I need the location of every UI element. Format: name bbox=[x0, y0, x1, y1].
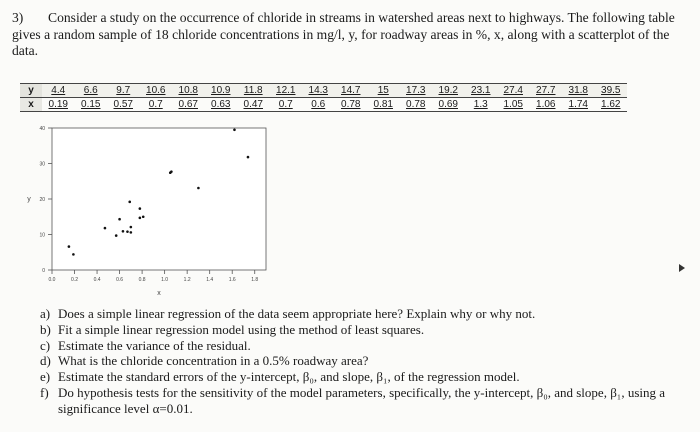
question-label: b) bbox=[40, 321, 51, 337]
data-point bbox=[130, 226, 133, 229]
x-tick-label: 1.4 bbox=[206, 277, 214, 283]
x-tick-label: 1.8 bbox=[251, 277, 259, 283]
y-cell: 31.8 bbox=[562, 84, 595, 98]
y-cell: 27.7 bbox=[530, 84, 563, 98]
data-point bbox=[130, 231, 133, 234]
x-tick-label: 1.2 bbox=[183, 277, 191, 283]
table-row-x bbox=[20, 98, 627, 112]
y-cell: 14.3 bbox=[302, 84, 335, 98]
x-cell: 0.47 bbox=[237, 98, 270, 112]
x-cell: 0.7 bbox=[270, 98, 303, 112]
x-tick-label: 0.0 bbox=[48, 277, 56, 283]
question-text: Estimate the standard errors of the y-intercept, β₀, and slope, β₁, of the regression model. bbox=[58, 369, 520, 385]
data-point bbox=[72, 253, 75, 256]
question-item bbox=[40, 353, 690, 369]
data-point bbox=[68, 245, 71, 248]
y-cell: 27.4 bbox=[497, 84, 530, 98]
x-tick-label: 0.2 bbox=[71, 277, 79, 283]
x-cell: 0.6 bbox=[302, 98, 335, 112]
x-cell: 1.05 bbox=[497, 98, 530, 112]
question-text: What is the chloride concentration in a 0.5% roadway area? bbox=[58, 353, 369, 369]
y-header: y bbox=[20, 84, 42, 98]
y-tick-label: 0 bbox=[42, 268, 45, 274]
x-cell: 0.69 bbox=[432, 98, 465, 112]
y-cell: 23.1 bbox=[465, 84, 498, 98]
x-cell: 0.7 bbox=[140, 98, 173, 112]
problem-number: 3) bbox=[12, 10, 24, 25]
question-label: d) bbox=[40, 353, 51, 369]
y-cell: 6.6 bbox=[75, 84, 108, 98]
data-point bbox=[170, 170, 173, 173]
y-tick-label: 20 bbox=[39, 197, 45, 203]
data-point bbox=[197, 187, 200, 190]
data-point bbox=[122, 230, 125, 233]
x-cell: 0.19 bbox=[42, 98, 75, 112]
x-axis-label: x bbox=[157, 290, 161, 297]
x-cell: 1.3 bbox=[465, 98, 498, 112]
x-cell: 0.81 bbox=[367, 98, 400, 112]
data-point bbox=[115, 234, 118, 237]
table-row-y bbox=[20, 84, 627, 98]
x-cell: 0.57 bbox=[107, 98, 140, 112]
y-tick-label: 40 bbox=[39, 126, 45, 132]
y-cell: 17.3 bbox=[400, 84, 433, 98]
problem-text: Consider a study on the occurrence of chloride in streams in watershed areas next to highways. The following table gives a random sample of 18 chloride concentrations in mg/l, y, for roadway areas in %, x, along with a scatterplot of the data. bbox=[12, 10, 675, 58]
y-axis-label: y bbox=[27, 196, 31, 203]
y-tick-label: 30 bbox=[39, 161, 45, 168]
question-item bbox=[40, 338, 690, 354]
question-text: Fit a simple linear regression model using the method of least squares. bbox=[58, 321, 425, 337]
y-cell: 11.8 bbox=[237, 84, 270, 98]
data-point bbox=[233, 128, 236, 131]
y-cell: 15 bbox=[367, 84, 400, 98]
question-item bbox=[40, 322, 690, 338]
question-label: e) bbox=[40, 369, 51, 385]
question-list bbox=[40, 306, 690, 417]
data-point bbox=[126, 230, 129, 233]
x-cell: 0.63 bbox=[205, 98, 238, 112]
y-cell: 4.4 bbox=[42, 84, 75, 98]
y-tick-label: 10 bbox=[39, 232, 45, 239]
x-cell: 1.06 bbox=[530, 98, 563, 112]
plot-frame bbox=[52, 128, 266, 270]
y-cell: 10.9 bbox=[205, 84, 238, 98]
question-text: Do hypothesis tests for the sensitivity of the model parameters, specifically, the y-intercept, β₀, and slope, β₁, using a significance level α=0.01. bbox=[58, 384, 666, 416]
x-tick-label: 0.6 bbox=[116, 277, 124, 283]
data-point bbox=[104, 227, 107, 230]
question-text: Does a simple linear regression of the data seem appropriate here? Explain why or why not. bbox=[58, 306, 536, 321]
x-cell: 1.62 bbox=[595, 98, 628, 112]
x-cell: 1.74 bbox=[562, 98, 595, 112]
x-cell: 0.67 bbox=[172, 98, 205, 112]
y-cell: 12.1 bbox=[270, 84, 303, 98]
x-header: x bbox=[20, 98, 42, 112]
scatterplot bbox=[18, 120, 278, 302]
x-tick-label: 0.8 bbox=[138, 277, 146, 283]
question-label: c) bbox=[40, 337, 51, 353]
cursor-arrow-icon bbox=[679, 264, 685, 272]
data-point bbox=[128, 201, 131, 204]
x-cell: 0.78 bbox=[400, 98, 433, 112]
data-point bbox=[139, 207, 142, 210]
x-cell: 0.78 bbox=[335, 98, 368, 112]
y-cell: 14.7 bbox=[335, 84, 368, 98]
question-label: a) bbox=[40, 306, 51, 321]
question-label: f) bbox=[40, 384, 49, 400]
x-tick-label: 1.6 bbox=[228, 277, 236, 283]
problem-intro bbox=[12, 10, 692, 60]
data-table bbox=[20, 83, 627, 112]
y-cell: 10.8 bbox=[172, 84, 205, 98]
data-point bbox=[139, 217, 142, 220]
y-cell: 10.6 bbox=[140, 84, 173, 98]
question-item bbox=[40, 385, 690, 417]
question-item bbox=[40, 369, 690, 385]
question-text: Estimate the variance of the residual. bbox=[58, 337, 251, 353]
data-point bbox=[247, 156, 250, 159]
question-item bbox=[40, 306, 690, 322]
x-tick-label: 1.0 bbox=[161, 277, 169, 283]
x-cell: 0.15 bbox=[75, 98, 108, 112]
y-cell: 39.5 bbox=[595, 84, 628, 98]
data-point bbox=[118, 218, 121, 221]
x-tick-label: 0.4 bbox=[93, 277, 101, 283]
y-cell: 9.7 bbox=[107, 84, 140, 98]
y-cell: 19.2 bbox=[432, 84, 465, 98]
data-point bbox=[142, 215, 145, 218]
